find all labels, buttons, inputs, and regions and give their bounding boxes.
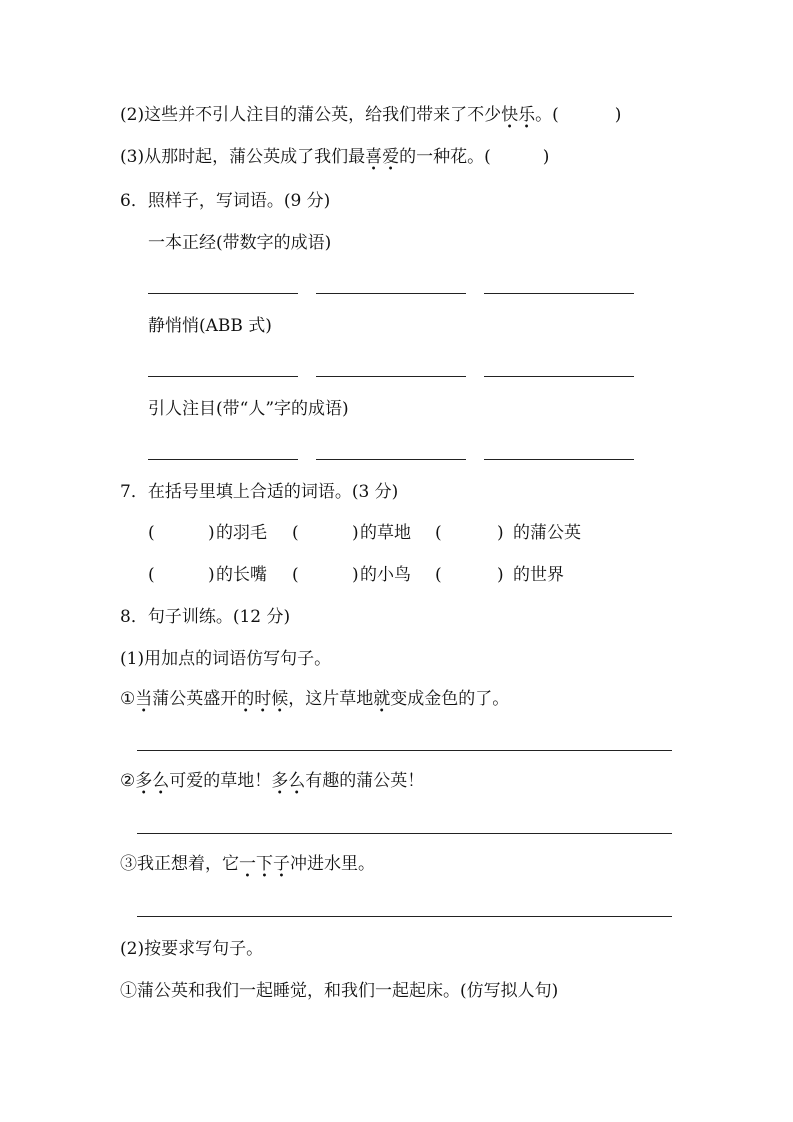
answer-line[interactable] <box>484 293 634 294</box>
fill-paren-open: ( <box>292 565 299 585</box>
answer-line[interactable] <box>148 376 298 377</box>
fill-word: 的世界 <box>513 565 564 585</box>
fill-paren-open: ( <box>148 565 155 585</box>
emphasis-char: 快 • <box>501 105 519 133</box>
emphasis-char: 下 • <box>256 854 273 882</box>
item6-example-1: 一本正经(带数字的成语) <box>148 233 332 253</box>
answer-line[interactable] <box>316 293 466 294</box>
emphasis-char: 一 • <box>239 854 256 882</box>
emphasis-char: 么 • <box>288 771 306 799</box>
emphasis-dot: • <box>506 122 513 133</box>
fill-paren-close: ) <box>352 523 359 543</box>
fill-paren-close: ) <box>208 523 215 543</box>
answer-line[interactable] <box>484 376 634 377</box>
answer-line[interactable] <box>148 293 298 294</box>
item8-question-2: ②多 • 么 • 可爱的草地！多 • 么 • 有趣的蒲公英！ <box>120 771 425 799</box>
fill-paren-close: ) <box>208 565 215 585</box>
item6-title: 6．照样子，写词语。(9 分) <box>120 191 331 211</box>
emphasis-dot: • <box>523 122 530 133</box>
item8-title: 8．句子训练。(12 分) <box>120 607 291 627</box>
answer-line[interactable] <box>148 459 298 460</box>
emphasis-dot: • <box>157 788 164 799</box>
emphasis-dot: • <box>378 706 385 717</box>
item8-question-3: ③我正想着，它一 • 下 • 子 • 冲进水里。 <box>120 854 375 882</box>
fill-paren-close: ) <box>497 565 504 585</box>
emphasis-dot: • <box>244 871 251 882</box>
emphasis-char: 乐 • <box>518 105 536 133</box>
item5-sentence-2: (2)这些并不引人注目的蒲公英，给我们带来了不少快 • 乐 • 。( ) <box>120 105 622 133</box>
emphasis-char: 候 • <box>271 689 289 717</box>
fill-paren-open: ( <box>435 523 442 543</box>
item6-example-3: 引人注目(带“人”字的成语) <box>148 399 349 419</box>
emphasis-dot: • <box>278 871 285 882</box>
emphasis-dot: • <box>261 871 268 882</box>
emphasis-char: 的 • <box>237 689 255 717</box>
fill-paren-open: ( <box>435 565 442 585</box>
emphasis-dot: • <box>140 788 147 799</box>
fill-word: 的蒲公英 <box>513 523 581 543</box>
emphasis-dot: • <box>370 164 377 175</box>
item8-question-1: ①当 • 蒲公英盛开的 • 时 • 候 • ，这片草地就 • 变成金色的了。 <box>120 689 510 717</box>
emphasis-char: 么 • <box>152 771 170 799</box>
emphasis-char: 多 • <box>135 771 153 799</box>
fill-word: 的羽毛 <box>216 523 267 543</box>
answer-line[interactable] <box>137 916 672 917</box>
emphasis-char: 子 • <box>273 854 290 882</box>
emphasis-char: 多 • <box>271 771 289 799</box>
item8-question-4: ①蒲公英和我们一起睡觉，和我们一起起床。(仿写拟人句) <box>120 981 559 1001</box>
answer-line[interactable] <box>137 833 672 834</box>
fill-word: 的草地 <box>360 523 411 543</box>
answer-line[interactable] <box>316 376 466 377</box>
item8-part1: (1)用加点的词语仿写句子。 <box>120 649 332 669</box>
emphasis-char: 喜 • <box>365 147 383 175</box>
emphasis-dot: • <box>293 788 300 799</box>
emphasis-char: 就 • <box>373 689 391 717</box>
fill-paren-close: ) <box>352 565 359 585</box>
item6-example-2: 静悄悄(ABB 式) <box>148 316 272 336</box>
emphasis-char: 当 • <box>135 689 153 717</box>
emphasis-char: 爱 • <box>382 147 400 175</box>
emphasis-char: 时 • <box>254 689 272 717</box>
fill-paren-open: ( <box>292 523 299 543</box>
emphasis-dot: • <box>140 706 147 717</box>
emphasis-dot: • <box>387 164 394 175</box>
fill-word: 的长嘴 <box>216 565 267 585</box>
item5-sentence-3: (3)从那时起，蒲公英成了我们最喜 • 爱 • 的一种花。( ) <box>120 147 550 175</box>
item8-part2: (2)按要求写句子。 <box>120 939 264 959</box>
emphasis-dot: • <box>276 788 283 799</box>
answer-line[interactable] <box>316 459 466 460</box>
answer-line[interactable] <box>137 750 672 751</box>
fill-word: 的小鸟 <box>360 565 411 585</box>
answer-line[interactable] <box>484 459 634 460</box>
emphasis-dot: • <box>276 706 283 717</box>
fill-paren-open: ( <box>148 523 155 543</box>
emphasis-dot: • <box>259 706 266 717</box>
emphasis-dot: • <box>242 706 249 717</box>
item7-title: 7．在括号里填上合适的词语。(3 分) <box>120 482 399 502</box>
fill-paren-close: ) <box>497 523 504 543</box>
